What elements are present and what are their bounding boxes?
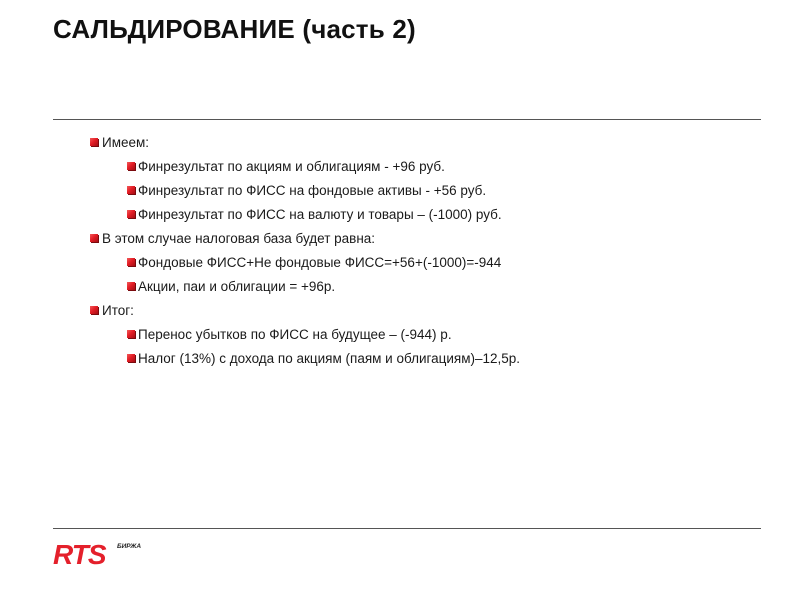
bullet-icon	[90, 138, 98, 146]
bullet-icon	[127, 186, 135, 194]
list-item	[90, 203, 750, 227]
logo-brand: RTS	[53, 539, 106, 570]
bullet-icon	[127, 210, 135, 218]
list-item-text: Фондовые ФИСС+Не фондовые ФИСС=+56+(-1000)=-944	[138, 255, 502, 270]
list-item	[90, 251, 750, 275]
list-item-text: Финрезультат по акциям и облигациям - +96 руб.	[138, 159, 445, 174]
bullet-icon	[90, 234, 98, 242]
section-label-tax-base	[90, 227, 750, 251]
section-label-text: Итог:	[102, 303, 134, 318]
bullet-icon	[127, 258, 135, 266]
list-item-text: Налог (13%) с дохода по акциям (паям и облигациям)–12,5р.	[138, 351, 521, 366]
slide-content	[90, 131, 750, 371]
section-label-have	[90, 131, 750, 155]
section-label-text: В этом случае налоговая база будет равна:	[102, 231, 376, 246]
logo-subtitle: БИРЖА	[117, 543, 142, 550]
list-item	[90, 323, 750, 347]
bullet-icon	[127, 354, 135, 362]
list-item-text: Финрезультат по ФИСС на фондовые активы - +56 руб.	[138, 183, 487, 198]
bullet-icon	[127, 330, 135, 338]
section-label-text: Имеем:	[102, 135, 150, 150]
list-item-text: Акции, паи и облигации = +96р.	[138, 279, 336, 294]
list-item	[90, 275, 750, 299]
bullet-icon	[127, 282, 135, 290]
bottom-divider	[53, 528, 761, 529]
rts-logo	[53, 539, 163, 577]
list-item-text: Финрезультат по ФИСС на валюту и товары – (-1000) руб.	[138, 207, 502, 222]
list-item	[90, 179, 750, 203]
slide-title: САЛЬДИРОВАНИЕ (часть 2)	[53, 14, 416, 44]
section-label-result	[90, 299, 750, 323]
bullet-icon	[127, 162, 135, 170]
bullet-icon	[90, 306, 98, 314]
list-item	[90, 347, 750, 371]
list-item	[90, 155, 750, 179]
list-item-text: Перенос убытков по ФИСС на будущее – (-944) р.	[138, 327, 452, 342]
top-divider	[53, 119, 761, 120]
